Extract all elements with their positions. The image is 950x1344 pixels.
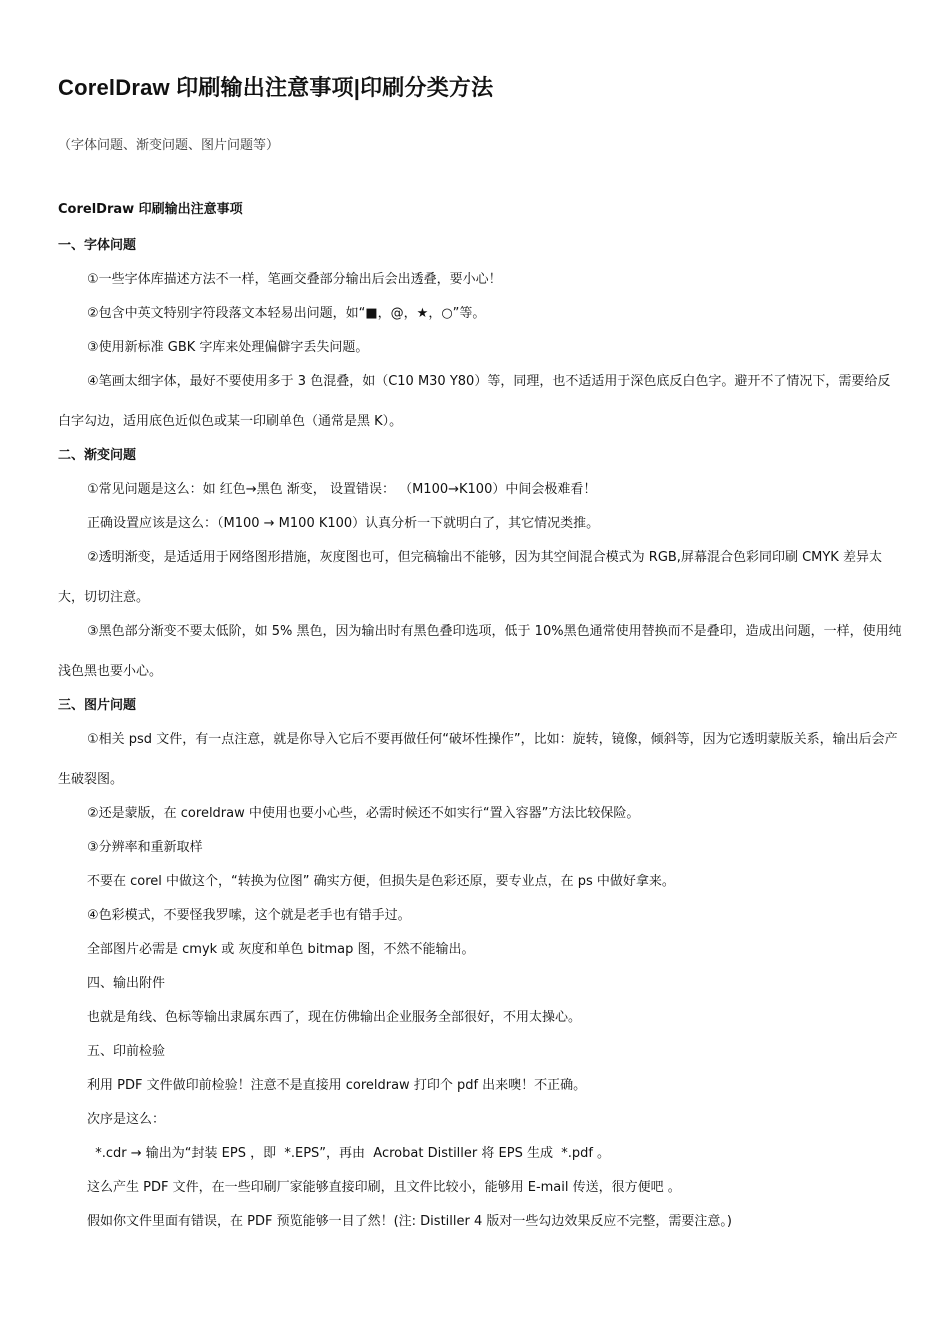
document-page: [58, 70, 903, 1246]
paragraph: ③黑色部分渐变不要太低阶，如 5% 黑色，因为输出时有黑色叠印选项，低于 10%黑色通常使用替换而不是叠印，造成出问题，一样，使用纯浅色黑也要小心。: [58, 624, 902, 679]
paragraph: ④色彩模式，不要怪我罗嗦，这个就是老手也有错手过。: [87, 908, 411, 923]
paragraph: 不要在 corel 中做这个，“转换为位图” 确实方便，但损失是色彩还原，要专业点，在 ps 中做好拿来。: [87, 874, 675, 889]
paragraph: *.cdr → 输出为“封装 EPS ，即 *.EPS”，再由 Acrobat Distiller 将 EPS 生成 *.pdf 。: [87, 1146, 611, 1161]
paragraph: 正确设置应该是这么：（M100 → M100 K100）认真分析一下就明白了，其它情况类推。: [87, 516, 600, 531]
paragraph: ①常见问题是这么：如 红色→黑色 渐变， 设置错误： （M100→K100）中间会极难看！: [87, 482, 597, 497]
page-subtitle: （字体问题、渐变问题、图片问题等）: [58, 138, 280, 153]
section-heading-fonts: 一、字体问题: [58, 238, 137, 253]
paragraph: ②包含中英文特别字符段落文本轻易出问题，如“■，@，★，○”等。: [87, 306, 486, 321]
paragraph: ②透明渐变，是适适用于网络图形措施，灰度图也可，但完稿输出不能够，因为其空间混合模式为 RGB,屏幕混合色彩同印刷 CMYK 差异太大，切切注意。: [58, 550, 882, 605]
paragraph: 利用 PDF 文件做印前检验！注意不是直接用 coreldraw 打印个 pdf 出来噢！不正确。: [87, 1078, 587, 1093]
section-heading-gradients: 二、渐变问题: [58, 448, 137, 463]
section-heading-preprint-check: 五、印前检验: [87, 1044, 166, 1059]
paragraph: 假如你文件里面有错误，在 PDF 预览能够一目了然！(注: Distiller 4 版对一些勾边效果反应不完整，需要注意。): [87, 1214, 732, 1229]
section-heading-output-attachments: 四、输出附件: [87, 976, 166, 991]
paragraph: ③分辨率和重新取样: [87, 840, 203, 855]
paragraph: ③使用新标准 GBK 字库来处理偏僻字丢失问题。: [87, 340, 369, 355]
section-heading-images: 三、图片问题: [58, 698, 137, 713]
paragraph: 次序是这么：: [87, 1112, 166, 1127]
section-subhead: CorelDraw 印刷输出注意事项: [58, 202, 243, 217]
page-title: CorelDraw 印刷输出注意事项|印刷分类方法: [58, 75, 494, 100]
paragraph: ①相关 psd 文件，有一点注意，就是你导入它后不要再做任何“破坏性操作”，比如：旋转，镜像，倾斜等，因为它透明蒙版关系，输出后会产生破裂图。: [58, 732, 898, 787]
paragraph: 全部图片必需是 cmyk 或 灰度和单色 bitmap 图，不然不能输出。: [87, 942, 475, 957]
paragraph: ①一些字体库描述方法不一样，笔画交叠部分输出后会出透叠，要小心！: [87, 272, 502, 287]
paragraph: 也就是角线、色标等输出隶属东西了，现在仿佛输出企业服务全部很好，不用太操心。: [87, 1010, 582, 1025]
paragraph: ②还是蒙版，在 coreldraw 中使用也要小心些，必需时候还不如实行“置入容器”方法比较保险。: [87, 806, 640, 821]
paragraph: 这么产生 PDF 文件，在一些印刷厂家能够直接印刷，且文件比较小，能够用 E-mail 传送，很方便吧 。: [87, 1180, 681, 1195]
paragraph: ④笔画太细字体，最好不要使用多于 3 色混叠，如（C10 M30 Y80）等，同理，也不适适用于深色底反白色字。避开不了情况下，需要给反白字勾边，适用底色近似色或某一印刷单色（通常是黑 K）。: [58, 374, 891, 429]
